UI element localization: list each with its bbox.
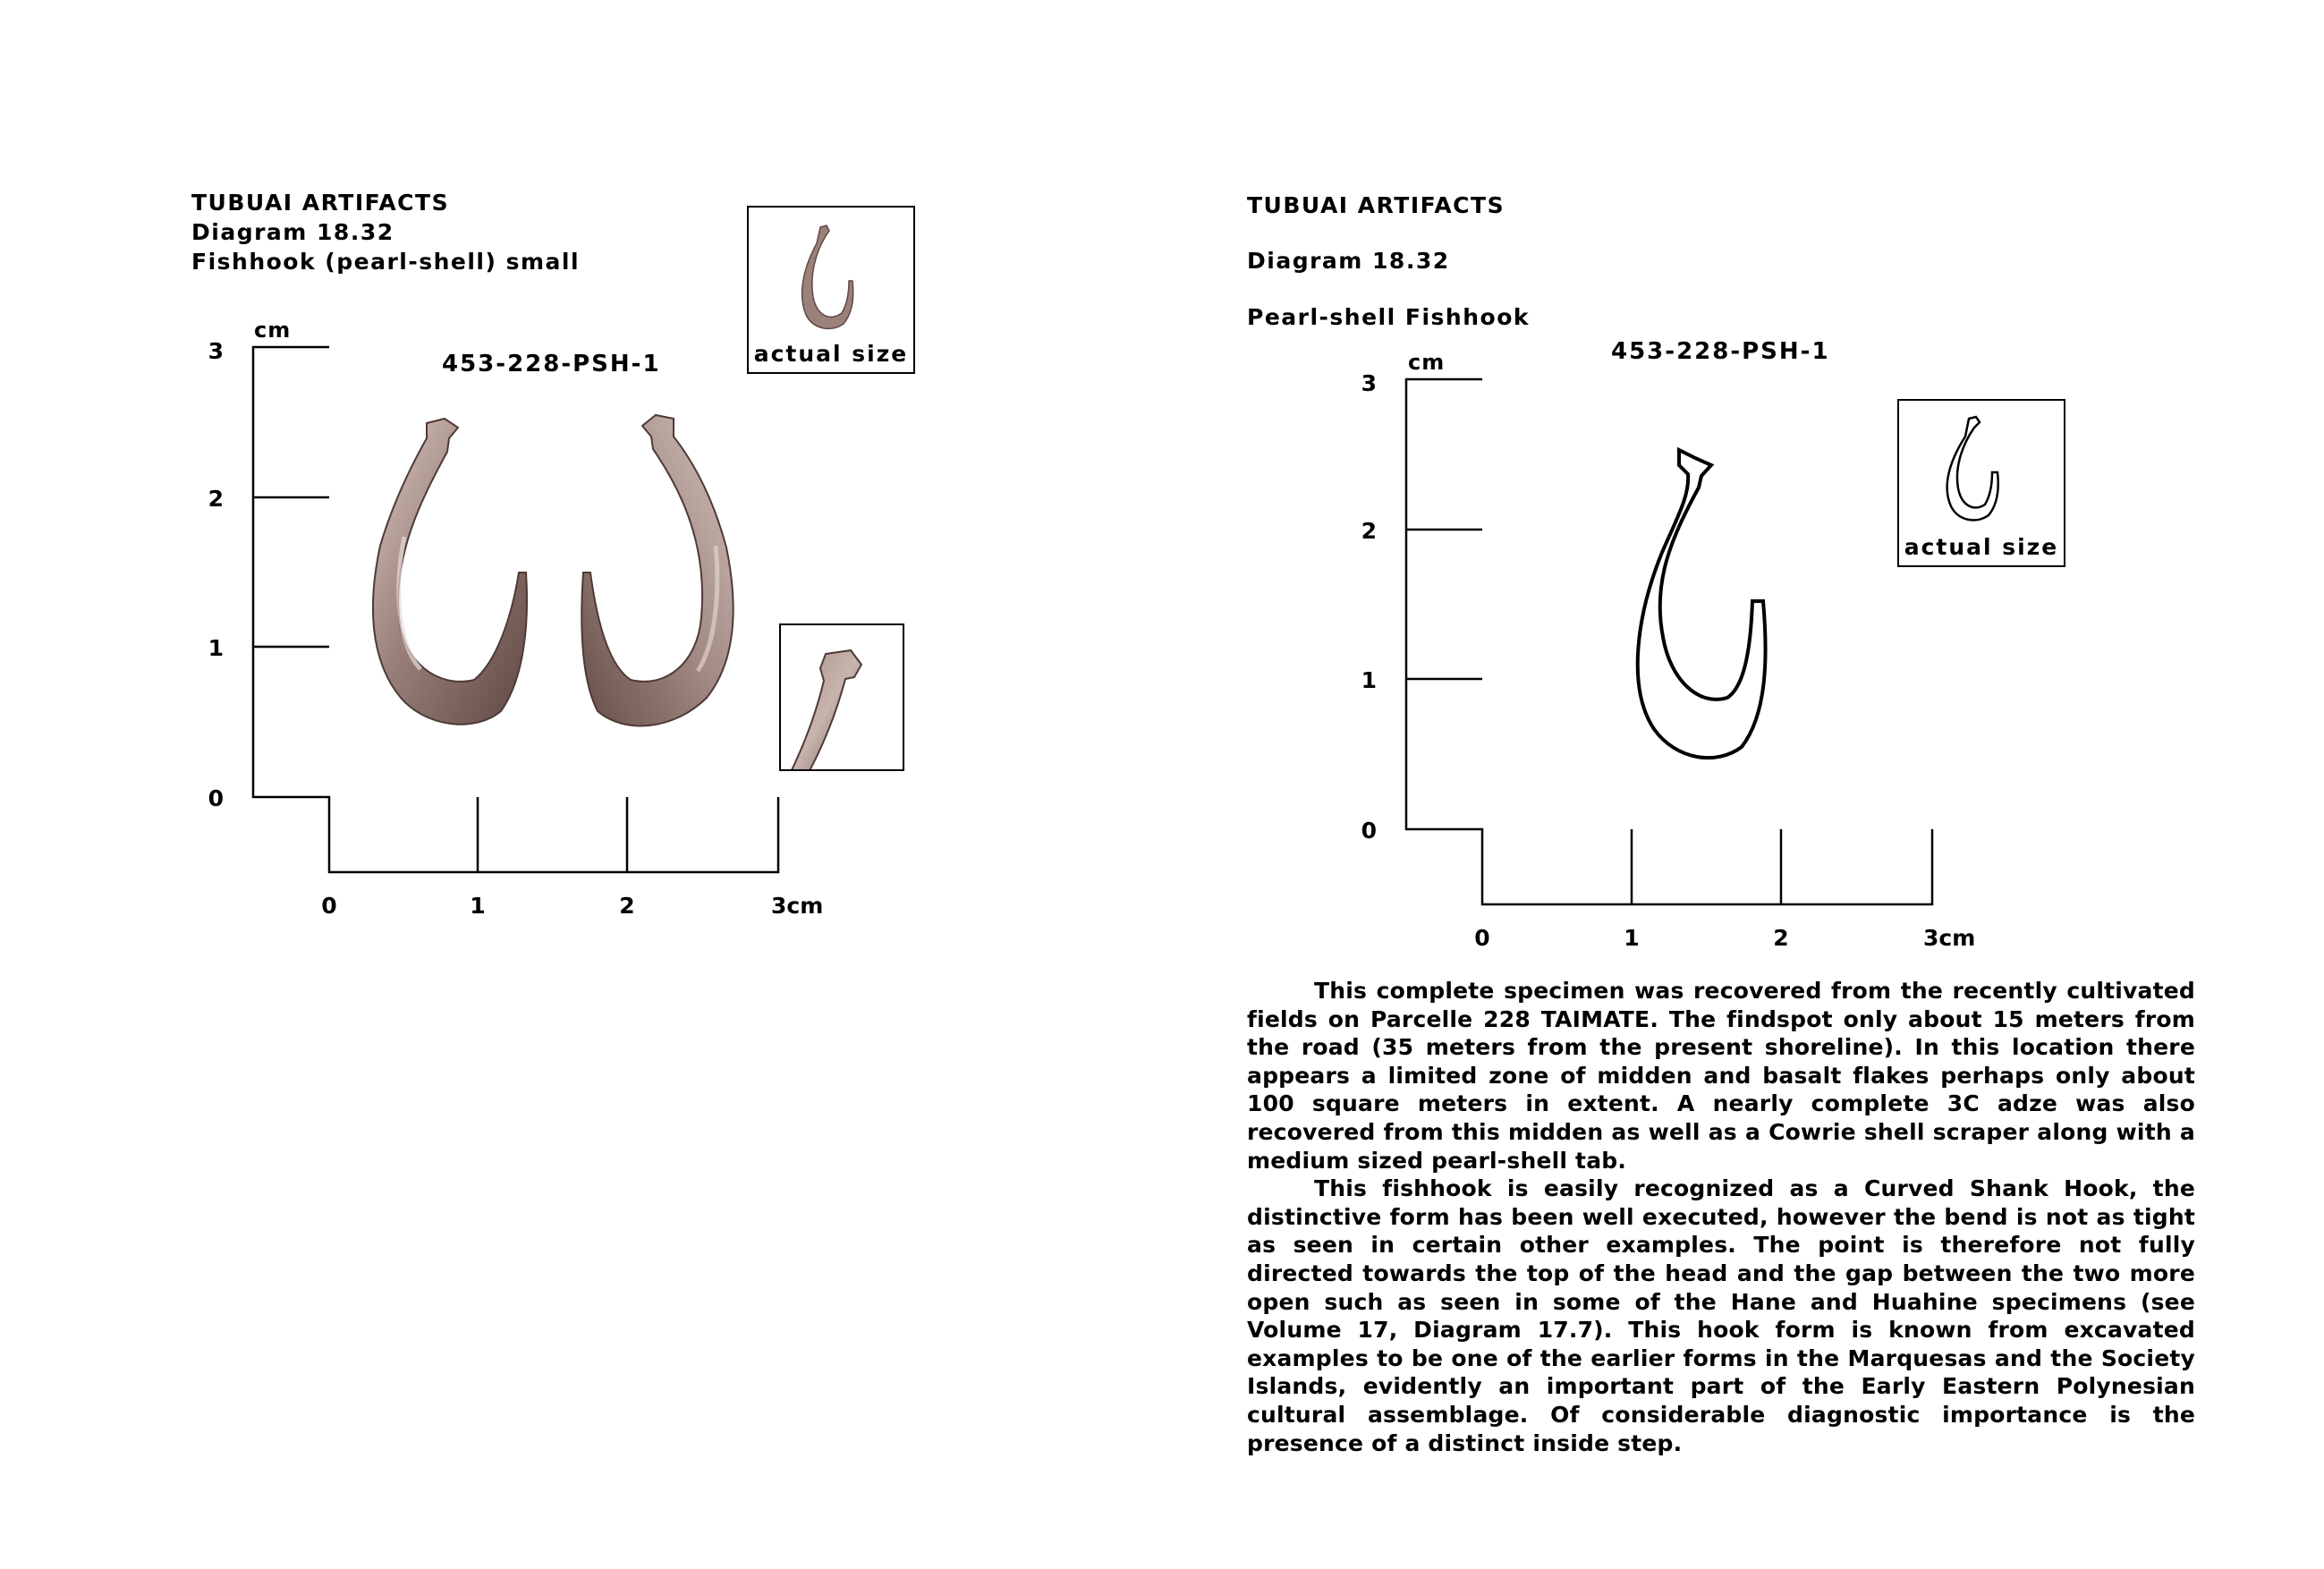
header-subtitle: Pearl-shell Fishhook — [1247, 304, 1530, 330]
x-tick-label-3: 3cm — [771, 893, 824, 919]
header-subtitle: Fishhook (pearl-shell) small — [191, 249, 581, 275]
description-paragraph-2: This fishhook is easily recognized as a Curved Shank Hook, the distinctive form has been well executed, however the bend is not as tight as seen in certain other examples. The point is therefore not fully directed towards the top of the head and the gap between the two more open such as seen in some of the Hane and Huahine specimens (see Volume 17, Diagram 17.7). This hook form is known from excavated examples to be one of the earlier forms in the Marquesas and the Society Islands, evidently an important part of the Early Eastern Polynesian cultural assemblage. Of considerable diagnostic importance is the presence of a distinct inside step. — [1247, 1175, 2195, 1456]
photo-fishhook-back — [581, 415, 733, 725]
specimen-label: 453-228-PSH-1 — [1611, 338, 1830, 365]
y-tick-label-3: 3 — [208, 338, 224, 364]
photo-fishhook-front — [373, 419, 527, 725]
specimen-description — [1247, 977, 2195, 1457]
x-tick-label-0: 0 — [321, 893, 337, 919]
y-tick-label-1: 1 — [1361, 667, 1377, 693]
right-diagram-panel — [1162, 0, 2324, 1569]
detail-inset — [779, 623, 904, 771]
x-tick-label-1: 1 — [470, 893, 486, 919]
actual-size-caption: actual size — [753, 341, 909, 367]
x-tick-label-3: 3cm — [1923, 925, 1976, 951]
y-tick-label-2: 2 — [208, 486, 224, 512]
x-tick-label-1: 1 — [1624, 925, 1640, 951]
y-tick-label-3: 3 — [1361, 370, 1377, 396]
actual-size-box — [1897, 399, 2065, 567]
x-tick-label-2: 2 — [1773, 925, 1789, 951]
y-unit-label: cm — [1408, 350, 1446, 375]
y-tick-label-2: 2 — [1361, 518, 1377, 544]
y-tick-label-1: 1 — [208, 635, 224, 661]
description-paragraph-1: This complete specimen was recovered from the recently cultivated fields on Parcelle 228 TAIMATE. The findspot only about 15 meters from the road (35 meters from the present shoreline). In this location there appears a limited zone of midden and basalt flakes perhaps only about 100 square meters in extent. A nearly complete 3C adze was also recovered from this midden as well as a Cowrie shell scraper along with a medium sized pearl-shell tab. — [1247, 978, 2195, 1174]
x-tick-label-2: 2 — [619, 893, 635, 919]
header-diagram-number: Diagram 18.32 — [191, 219, 394, 245]
actual-size-box — [747, 206, 915, 374]
y-tick-label-0: 0 — [208, 785, 224, 811]
x-tick-label-0: 0 — [1474, 925, 1490, 951]
header-diagram-number: Diagram 18.32 — [1247, 248, 1450, 274]
specimen-label: 453-228-PSH-1 — [442, 351, 661, 377]
y-tick-label-0: 0 — [1361, 818, 1377, 844]
actual-size-caption: actual size — [1904, 534, 2059, 560]
y-unit-label: cm — [254, 318, 292, 343]
scale-frame — [1406, 379, 1932, 904]
head-detail-image — [781, 625, 904, 771]
header-title: TUBUAI ARTIFACTS — [1247, 192, 1506, 218]
fishhook-outline-drawing — [1638, 450, 1766, 758]
header-title: TUBUAI ARTIFACTS — [191, 190, 450, 216]
